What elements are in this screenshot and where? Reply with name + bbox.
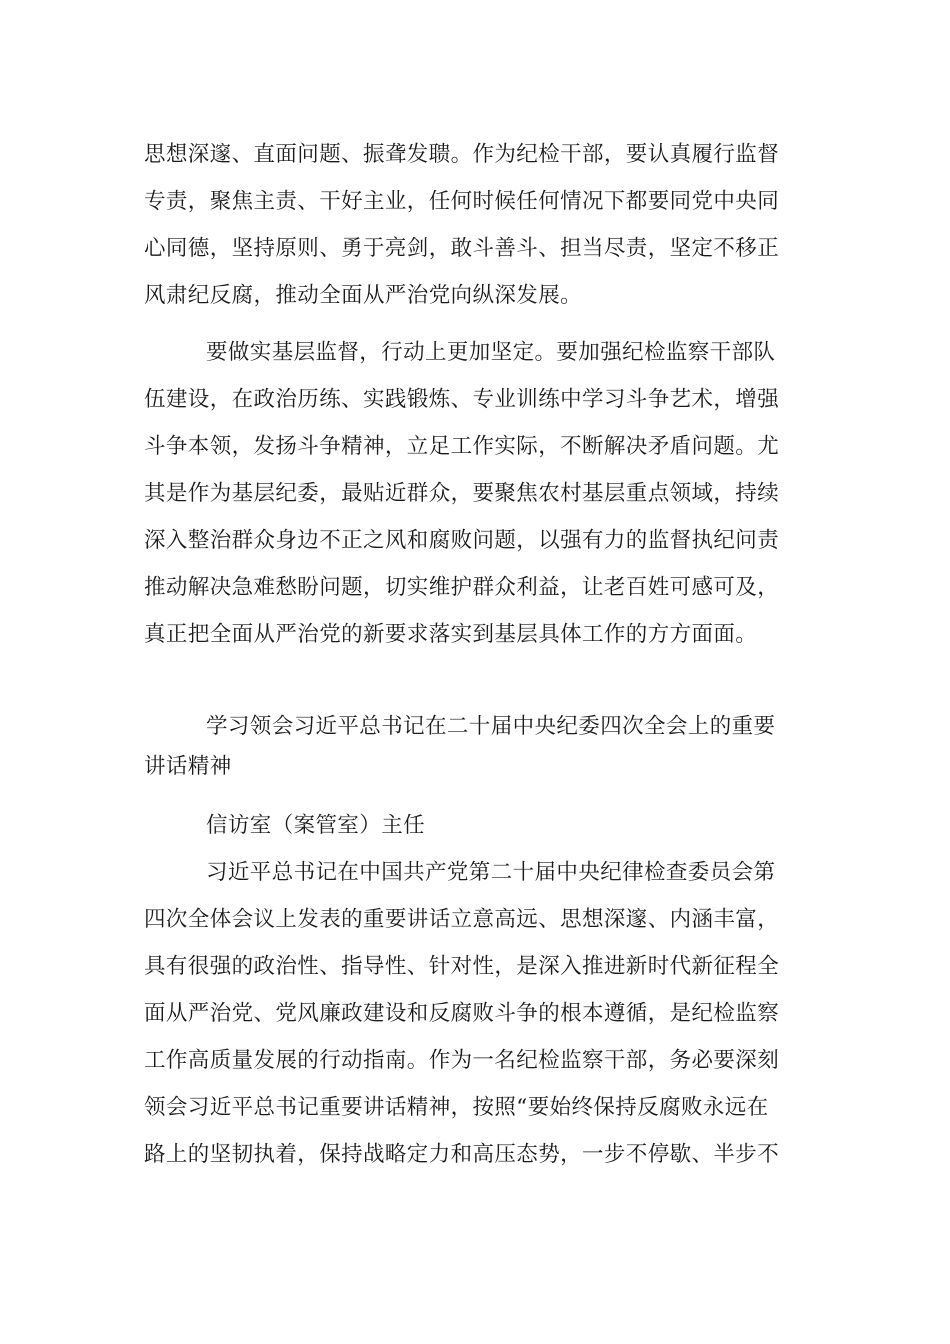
paragraph-3 xyxy=(144,849,814,1178)
paragraph-3-line: 路上的坚韧执着，保持战略定力和高压态势，一步不停歇、半步不 xyxy=(144,1142,780,1167)
paragraph-2-line: 深入整治群众身边不正之风和腐败问题，以强有力的监督执纪问责 xyxy=(144,528,780,553)
paragraph-1-line: 心同德，坚持原则、勇于亮剑，敢斗善斗、担当尽责，坚定不移正 xyxy=(144,236,780,261)
paragraph-2-line: 斗争本领，发扬斗争精神，立足工作实际，不断解决矛盾问题。尤 xyxy=(144,434,780,459)
paragraph-3-line: 具有很强的政治性、指导性、针对性，是深入推进新时代新征程全 xyxy=(144,954,780,979)
author-text: 信访室（案管室）主任 xyxy=(206,813,426,838)
paragraph-1-line: 专责，聚焦主责、干好主业，任何时候任何情况下都要同党中央同 xyxy=(144,189,780,214)
paragraph-2-line: 要做实基层监督，行动上更加坚定。要加强纪检监察干部队 xyxy=(206,340,776,365)
paragraph-2 xyxy=(144,329,814,658)
paragraph-2-line: 伍建设，在政治历练、实践锻炼、专业训练中学习斗争艺术，增强 xyxy=(144,387,780,412)
paragraph-3-line: 习近平总书记在中国共产党第二十届中央纪律检查委员会第 xyxy=(206,860,776,885)
paragraph-3-line: 工作高质量发展的行动指南。作为一名纪检监察干部，务必要深刻 xyxy=(144,1048,780,1073)
paragraph-1-line: 风肃纪反腐，推动全面从严治党向纵深发展。 xyxy=(144,283,583,308)
paragraph-3-line: 四次全体会议上发表的重要讲话立意高远、思想深邃、内涵丰富， xyxy=(144,907,780,932)
article-title-line: 学习领会习近平总书记在二十届中央纪委四次全会上的重要 xyxy=(206,714,776,739)
paragraph-2-line: 其是作为基层纪委，最贴近群众，要聚焦农村基层重点领域，持续 xyxy=(144,481,780,506)
paragraph-3-line: 领会习近平总书记重要讲话精神，按照“要始终保持反腐败永远在 xyxy=(144,1095,769,1120)
article-title-line: 讲话精神 xyxy=(144,754,232,779)
paragraph-3-line: 面从严治党、党风廉政建设和反腐败斗争的根本遵循，是纪检监察 xyxy=(144,1001,780,1026)
paragraph-1-line: 思想深邃、直面问题、振聋发聩。作为纪检干部，要认真履行监督 xyxy=(144,142,780,167)
author-line xyxy=(144,806,814,846)
paragraph-2-line: 推动解决急难愁盼问题，切实维护群众利益，让老百姓可感可及， xyxy=(144,575,780,600)
paragraph-2-line: 真正把全面从严治党的新要求落实到基层具体工作的方方面面。 xyxy=(144,622,758,647)
paragraph-1 xyxy=(144,131,814,319)
article-title xyxy=(144,707,814,787)
